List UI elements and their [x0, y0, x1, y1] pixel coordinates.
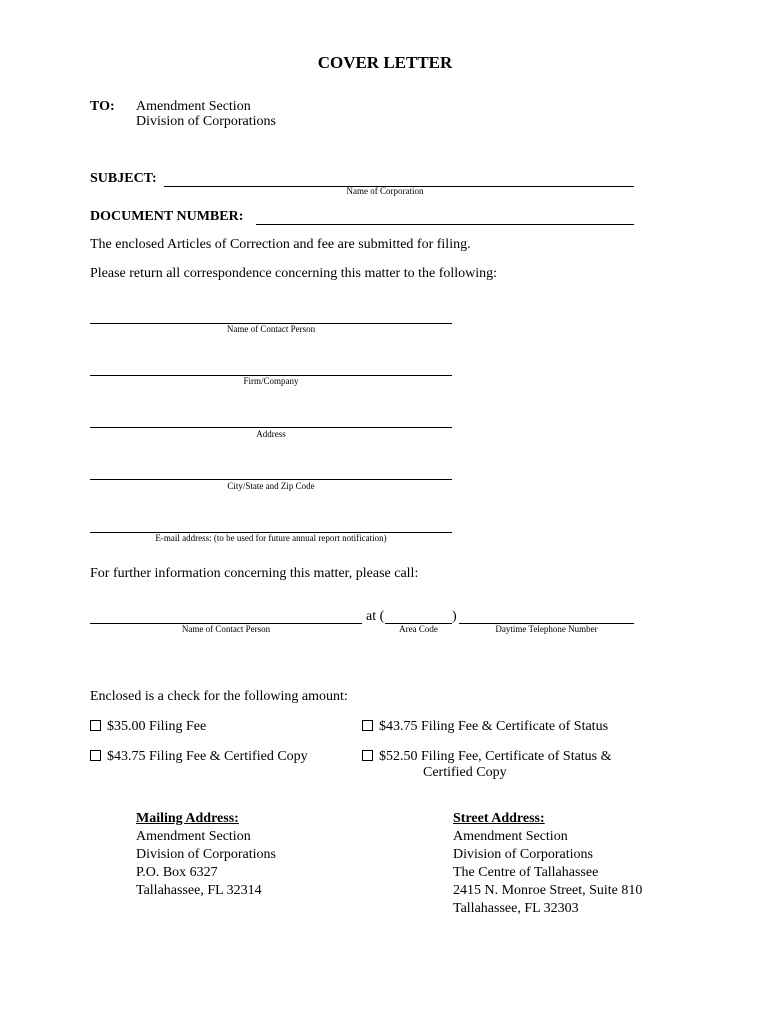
street-line-1: Amendment Section [453, 829, 568, 844]
checkbox-icon[interactable] [90, 750, 101, 761]
page-title: COVER LETTER [317, 53, 453, 72]
to-line-1: Amendment Section [136, 99, 251, 114]
firm-company-caption: Firm/Company [243, 376, 299, 386]
subject-label: SUBJECT: [90, 171, 157, 186]
street-line-3: The Centre of Tallahassee [453, 865, 599, 880]
option-43-certificate-status[interactable] [362, 719, 608, 735]
area-code-caption: Area Code [399, 624, 438, 634]
to-label: TO: [90, 99, 115, 114]
street-line-4: 2415 N. Monroe Street, Suite 810 [453, 883, 643, 898]
street-address-heading: Street Address: [453, 811, 545, 826]
close-paren: ) [452, 609, 457, 624]
street-address-block [453, 810, 642, 918]
mailing-line-3: P.O. Box 6327 [136, 865, 218, 880]
checkbox-icon[interactable] [362, 750, 373, 761]
contact-name-caption: Name of Contact Person [226, 324, 316, 334]
mailing-line-4: Tallahassee, FL 32314 [136, 883, 262, 898]
option-52-label-2: Certified Copy [423, 765, 507, 780]
mailing-address-heading: Mailing Address: [136, 811, 239, 826]
mailing-line-1: Amendment Section [136, 829, 251, 844]
checkbox-icon[interactable] [90, 720, 101, 731]
option-43-copy-label: $43.75 Filing Fee & Certified Copy [107, 749, 308, 764]
city-state-zip-caption: City/State and Zip Code [227, 481, 315, 491]
mailing-line-2: Division of Corporations [136, 847, 276, 862]
document-number-label: DOCUMENT NUMBER: [90, 209, 244, 224]
call-contact-caption: Name of Contact Person [181, 624, 271, 634]
check-intro: Enclosed is a check for the following amount: [90, 689, 348, 704]
option-35-label: $35.00 Filing Fee [107, 719, 207, 734]
checkbox-icon[interactable] [362, 720, 373, 731]
option-52-label-1: $52.50 Filing Fee, Certificate of Status & [379, 749, 612, 764]
document-number-field[interactable] [256, 224, 634, 225]
option-35-filing-fee[interactable] [90, 719, 206, 735]
return-text: Please return all correspondence concerning this matter to the following: [90, 266, 498, 281]
enclosed-text: The enclosed Articles of Correction and fee are submitted for filing. [90, 237, 471, 252]
street-line-2: Division of Corporations [453, 847, 593, 862]
mailing-address-block [136, 810, 276, 900]
option-52-status-copy[interactable] [362, 749, 612, 765]
option-43-status-label: $43.75 Filing Fee & Certificate of Status [379, 719, 609, 734]
at-text: at ( [366, 609, 385, 624]
further-info-text: For further information concerning this matter, please call: [90, 566, 419, 581]
option-43-certified-copy[interactable] [90, 749, 308, 765]
city-state-zip-field[interactable] [90, 479, 452, 480]
subject-caption: Name of Corporation [346, 186, 424, 196]
address-caption: Address [256, 429, 286, 439]
telephone-caption: Daytime Telephone Number [495, 624, 598, 634]
email-caption: E-mail address: (to be used for future annual report notification) [155, 533, 387, 543]
address-field[interactable] [90, 427, 452, 428]
to-line-2: Division of Corporations [136, 114, 276, 129]
street-line-5: Tallahassee, FL 32303 [453, 901, 579, 916]
